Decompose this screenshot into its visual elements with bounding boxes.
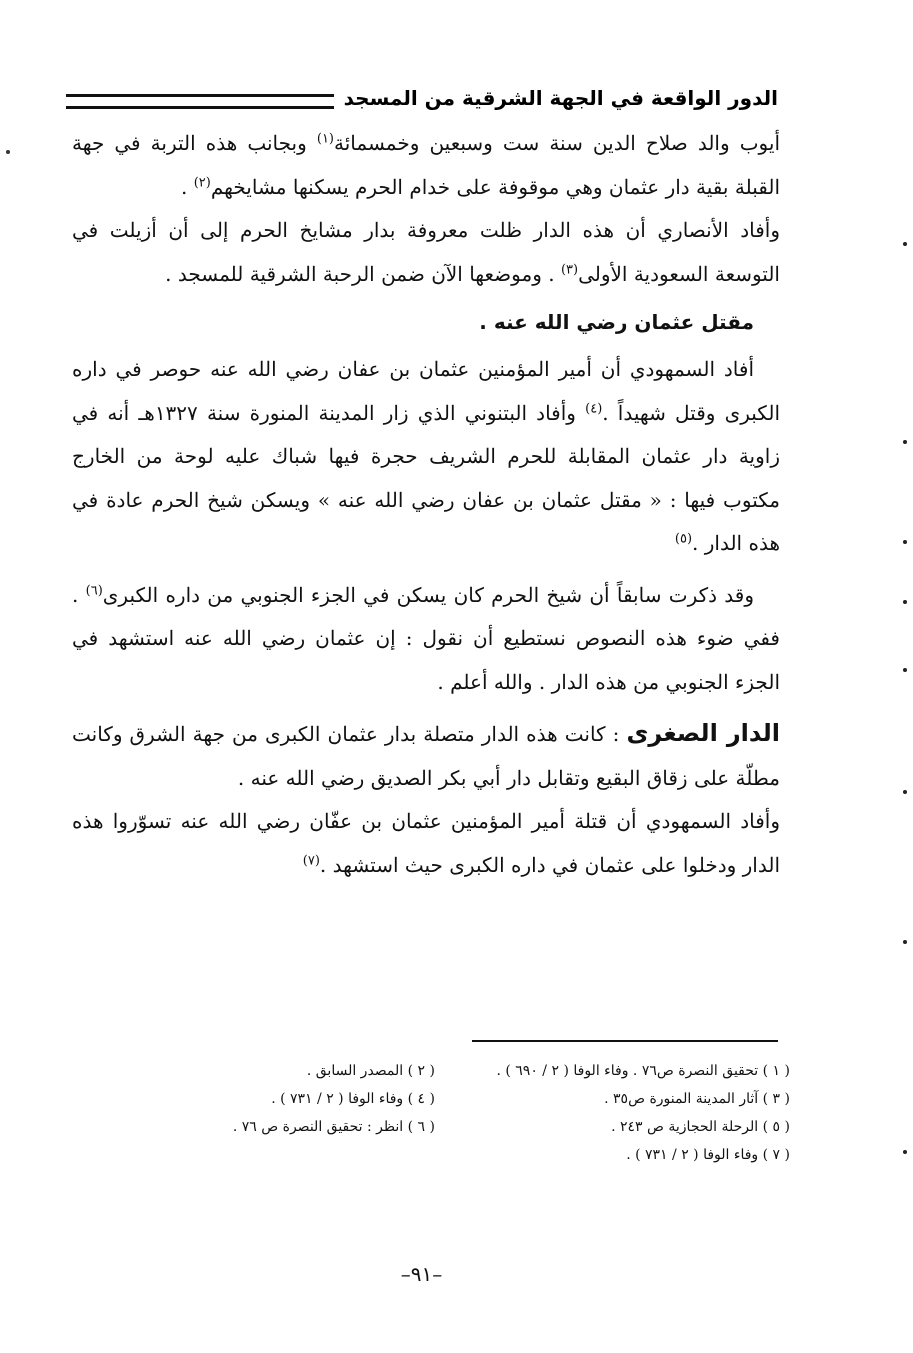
header-double-rule [66,94,334,109]
paragraph [72,712,780,800]
paragraph-text: وقد ذكرت سابقاً أن شيخ الحرم كان يسكن في الجزء الجنوبي من داره الكبرى [102,582,755,607]
paragraph-text: وأفاد البتنوني الذي زار المدينة المنورة سنة ١٣٢٧هـ أنه في زاوية دار عثمان المقابلة للحرم الشريف حجرة فيها شباك عليه لوحة من الخارج مكتوب فيها : « مقتل عثمان بن عفان رضي الله عنه » ويسكن شيخ الحرم عادة في هذه الدار . [72,400,780,555]
paragraph [72,122,780,209]
scan-speck [6,150,10,154]
footnote: ( ٥ ) الرحلة الحجازية ص ٢٤٣ . [611,1119,790,1135]
footnote: ( ٦ ) انظر : تحقيق النصرة ص ٧٦ . [232,1119,435,1135]
footnote-separator [472,1040,778,1042]
paragraph [72,800,780,887]
footnote: ( ٤ ) وفاء الوفا ( ٢ / ٧٣١ ) . [271,1091,435,1107]
scan-speck [903,668,907,672]
footnote-ref: (٧) [302,852,320,868]
footnote: ( ٢ ) المصدر السابق . [306,1063,435,1079]
footnote-ref: (٤) [585,400,603,416]
body-text [72,122,780,887]
paragraph [72,348,780,566]
scan-speck [903,440,907,444]
paragraph-text: . [180,174,194,199]
scan-speck [903,940,907,944]
paragraph [72,209,780,296]
header-title: الدور الواقعة في الجهة الشرقية من المسجد [343,86,778,110]
footnote-ref: (٥) [674,531,693,547]
paragraph-text: وبجانب هذه التربة في جهة القبلة بقية دار عثمان وهي موقوفة على خدام الحرم يسكنها مشايخهم [72,131,780,199]
paragraph-text: وأفاد السمهودي أن قتلة أمير المؤمنين عثمان بن عفّان رضي الله عنه تسوّروا هذه الدار ودخلوا على عثمان في داره الكبرى حيث استشهد . [72,809,780,877]
scan-speck [903,600,907,604]
paragraph-text: . وموضعها الآن ضمن الرحبة الشرقية للمسجد . [165,261,561,286]
running-header [66,78,778,118]
footnote: ( ٣ ) آثار المدينة المنورة ص٣٥ . [604,1091,790,1107]
paragraph-text: وأفاد الأنصاري أن هذه الدار ظلت معروفة بدار مشايخ الحرم إلى أن أزيلت في التوسعة السعودية الأولى [72,218,780,286]
paragraph-text: . ففي ضوء هذه النصوص نستطيع أن نقول : إن عثمان رضي الله عنه استشهد في الجزء الجنوبي من هذه الدار . والله أعلم . [72,582,780,694]
paragraph-text: أيوب والد صلاح الدين سنة ست وسبعين وخمسمائة [334,131,780,155]
footnote-ref: (١) [316,131,334,147]
footnote-ref: (٣) [560,261,579,277]
scan-speck [903,1150,907,1154]
footnotes [120,1060,790,1166]
page-number: –٩١– [400,1262,443,1286]
scan-speck [903,540,907,544]
paragraph-text: أفاد السمهودي أن أمير المؤمنين عثمان بن عفان رضي الله عنه حوصر في داره الكبرى وقتل شهيداً . [72,357,780,425]
scan-speck [903,242,907,246]
footnote [120,1144,435,1166]
lead-term: الدار الصغرى [626,719,781,747]
scan-speck [903,790,907,794]
footnote: ( ٧ ) وفاء الوفا ( ٢ / ٧٣١ ) . [626,1147,790,1163]
footnote: ( ١ ) تحقيق النصرة ص٧٦ . وفاء الوفا ( ٢ / ٦٩٠ ) . [496,1063,790,1079]
paragraph-text: : كانت هذه الدار متصلة بدار عثمان الكبرى من جهة الشرق وكانت مطلّة على زقاق البقيع وتقابل دار أبي بكر الصديق رضي الله عنه . [72,722,780,790]
section-heading: مقتل عثمان رضي الله عنه . [479,310,754,334]
paragraph [72,574,780,705]
footnote-ref: (٢) [193,174,211,190]
footnote-ref: (٦) [85,582,103,598]
